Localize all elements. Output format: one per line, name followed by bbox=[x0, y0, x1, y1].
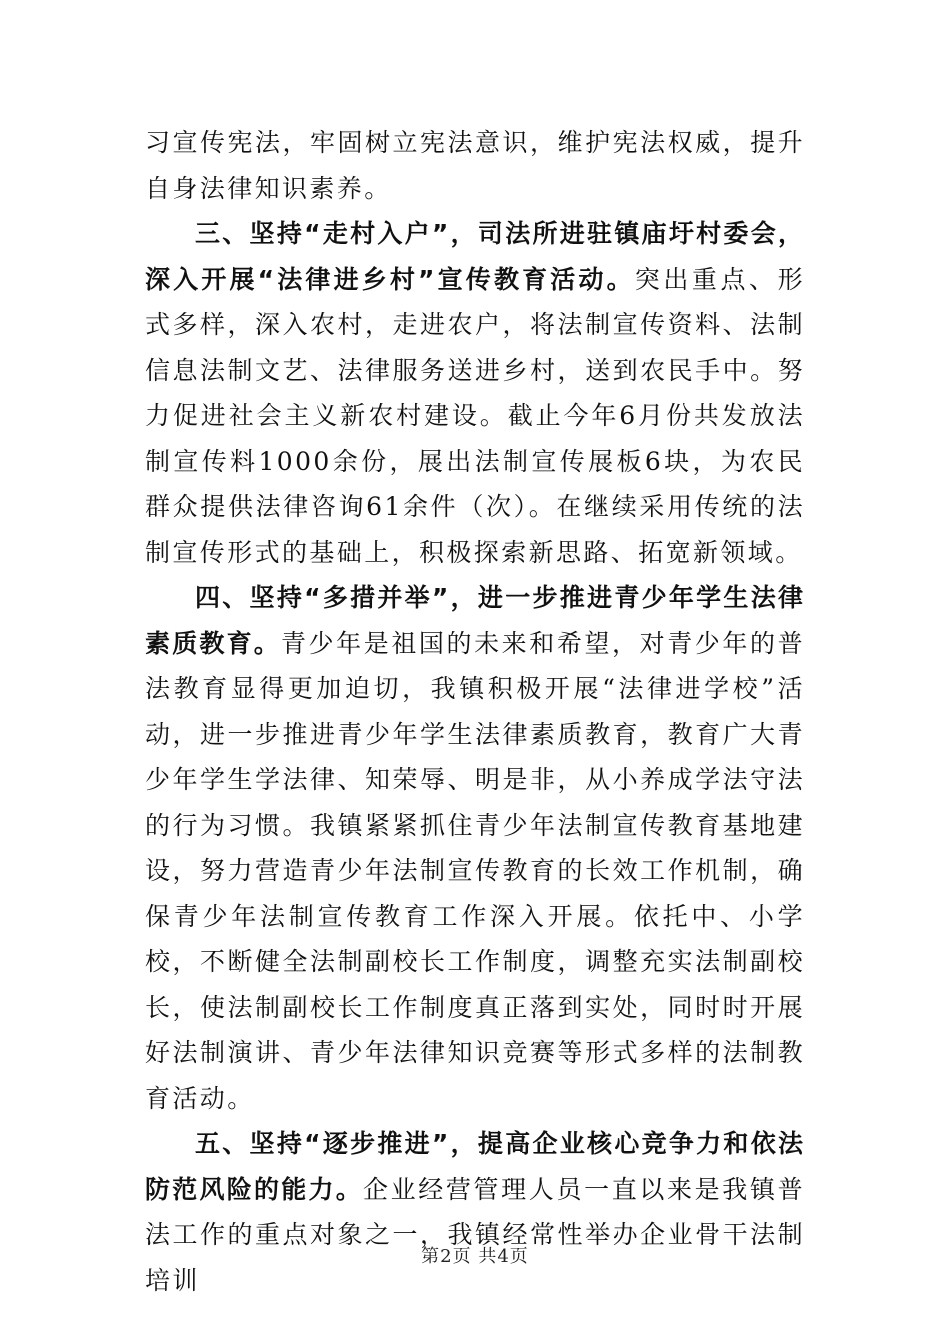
section-four-heading: 四、坚持“多措并举”，进一步推进青少年学生法律素质教育。 bbox=[145, 583, 805, 658]
section-three bbox=[145, 211, 805, 575]
page-number-label: 第2页 共4页 bbox=[421, 1246, 529, 1267]
opening-paragraph bbox=[145, 120, 805, 211]
section-four-body: 青少年是祖国的未来和希望，对青少年的普法教育显得更加迫切，我镇积极开展“法律进学校”活动，进一步推进青少年学生法律素质教育，教育广大青少年学生学法律、知荣辱、明是非，从小养成学法守法的行为习惯。我镇紧紧抓住青少年法制宣传教育基地建设，努力营造青少年法制宣传教育的长效工作机制，确保青少年法制宣传教育工作深入开展。依托中、小学校，不断健全法制副校长工作制度，调整充实法制副校长，使法制副校长工作制度真正落到实处，同时时开展好法制演讲、青少年法律知识竞赛等形式多样的法制教育活动。 bbox=[145, 628, 805, 1113]
document-body bbox=[145, 120, 805, 1303]
section-five-body: 企业经营管理人员一直以来是我镇普法工作的重点对象之一，我镇经常性举办企业骨干法制培训 bbox=[145, 1174, 805, 1295]
section-three-body: 突出重点、形式多样，深入农村，走进农户，将法制宣传资料、法制信息法制文艺、法律服务送进乡村，送到农民手中。努力促进社会主义新农村建设。截止今年6月份共发放法制宣传料1000余份，展出法制宣传展板6块，为农民群众提供法律咨询61余件（次）。在继续采用传统的法制宣传形式的基础上，积极探索新思路、拓宽新领域。 bbox=[145, 264, 805, 567]
section-five bbox=[145, 1121, 805, 1303]
page-footer bbox=[0, 1242, 950, 1268]
section-five-heading: 五、坚持“逐步推进”，提高企业核心竞争力和依法防范风险的能力。 bbox=[145, 1129, 805, 1204]
section-three-heading: 三、坚持“走村入户”，司法所进驻镇庙圩村委会，深入开展“法律进乡村”宣传教育活动。 bbox=[145, 219, 805, 294]
opening-paragraph-text: 习宣传宪法，牢固树立宪法意识，维护宪法权威，提升自身法律知识素养。 bbox=[145, 128, 805, 203]
section-four bbox=[145, 575, 805, 1121]
